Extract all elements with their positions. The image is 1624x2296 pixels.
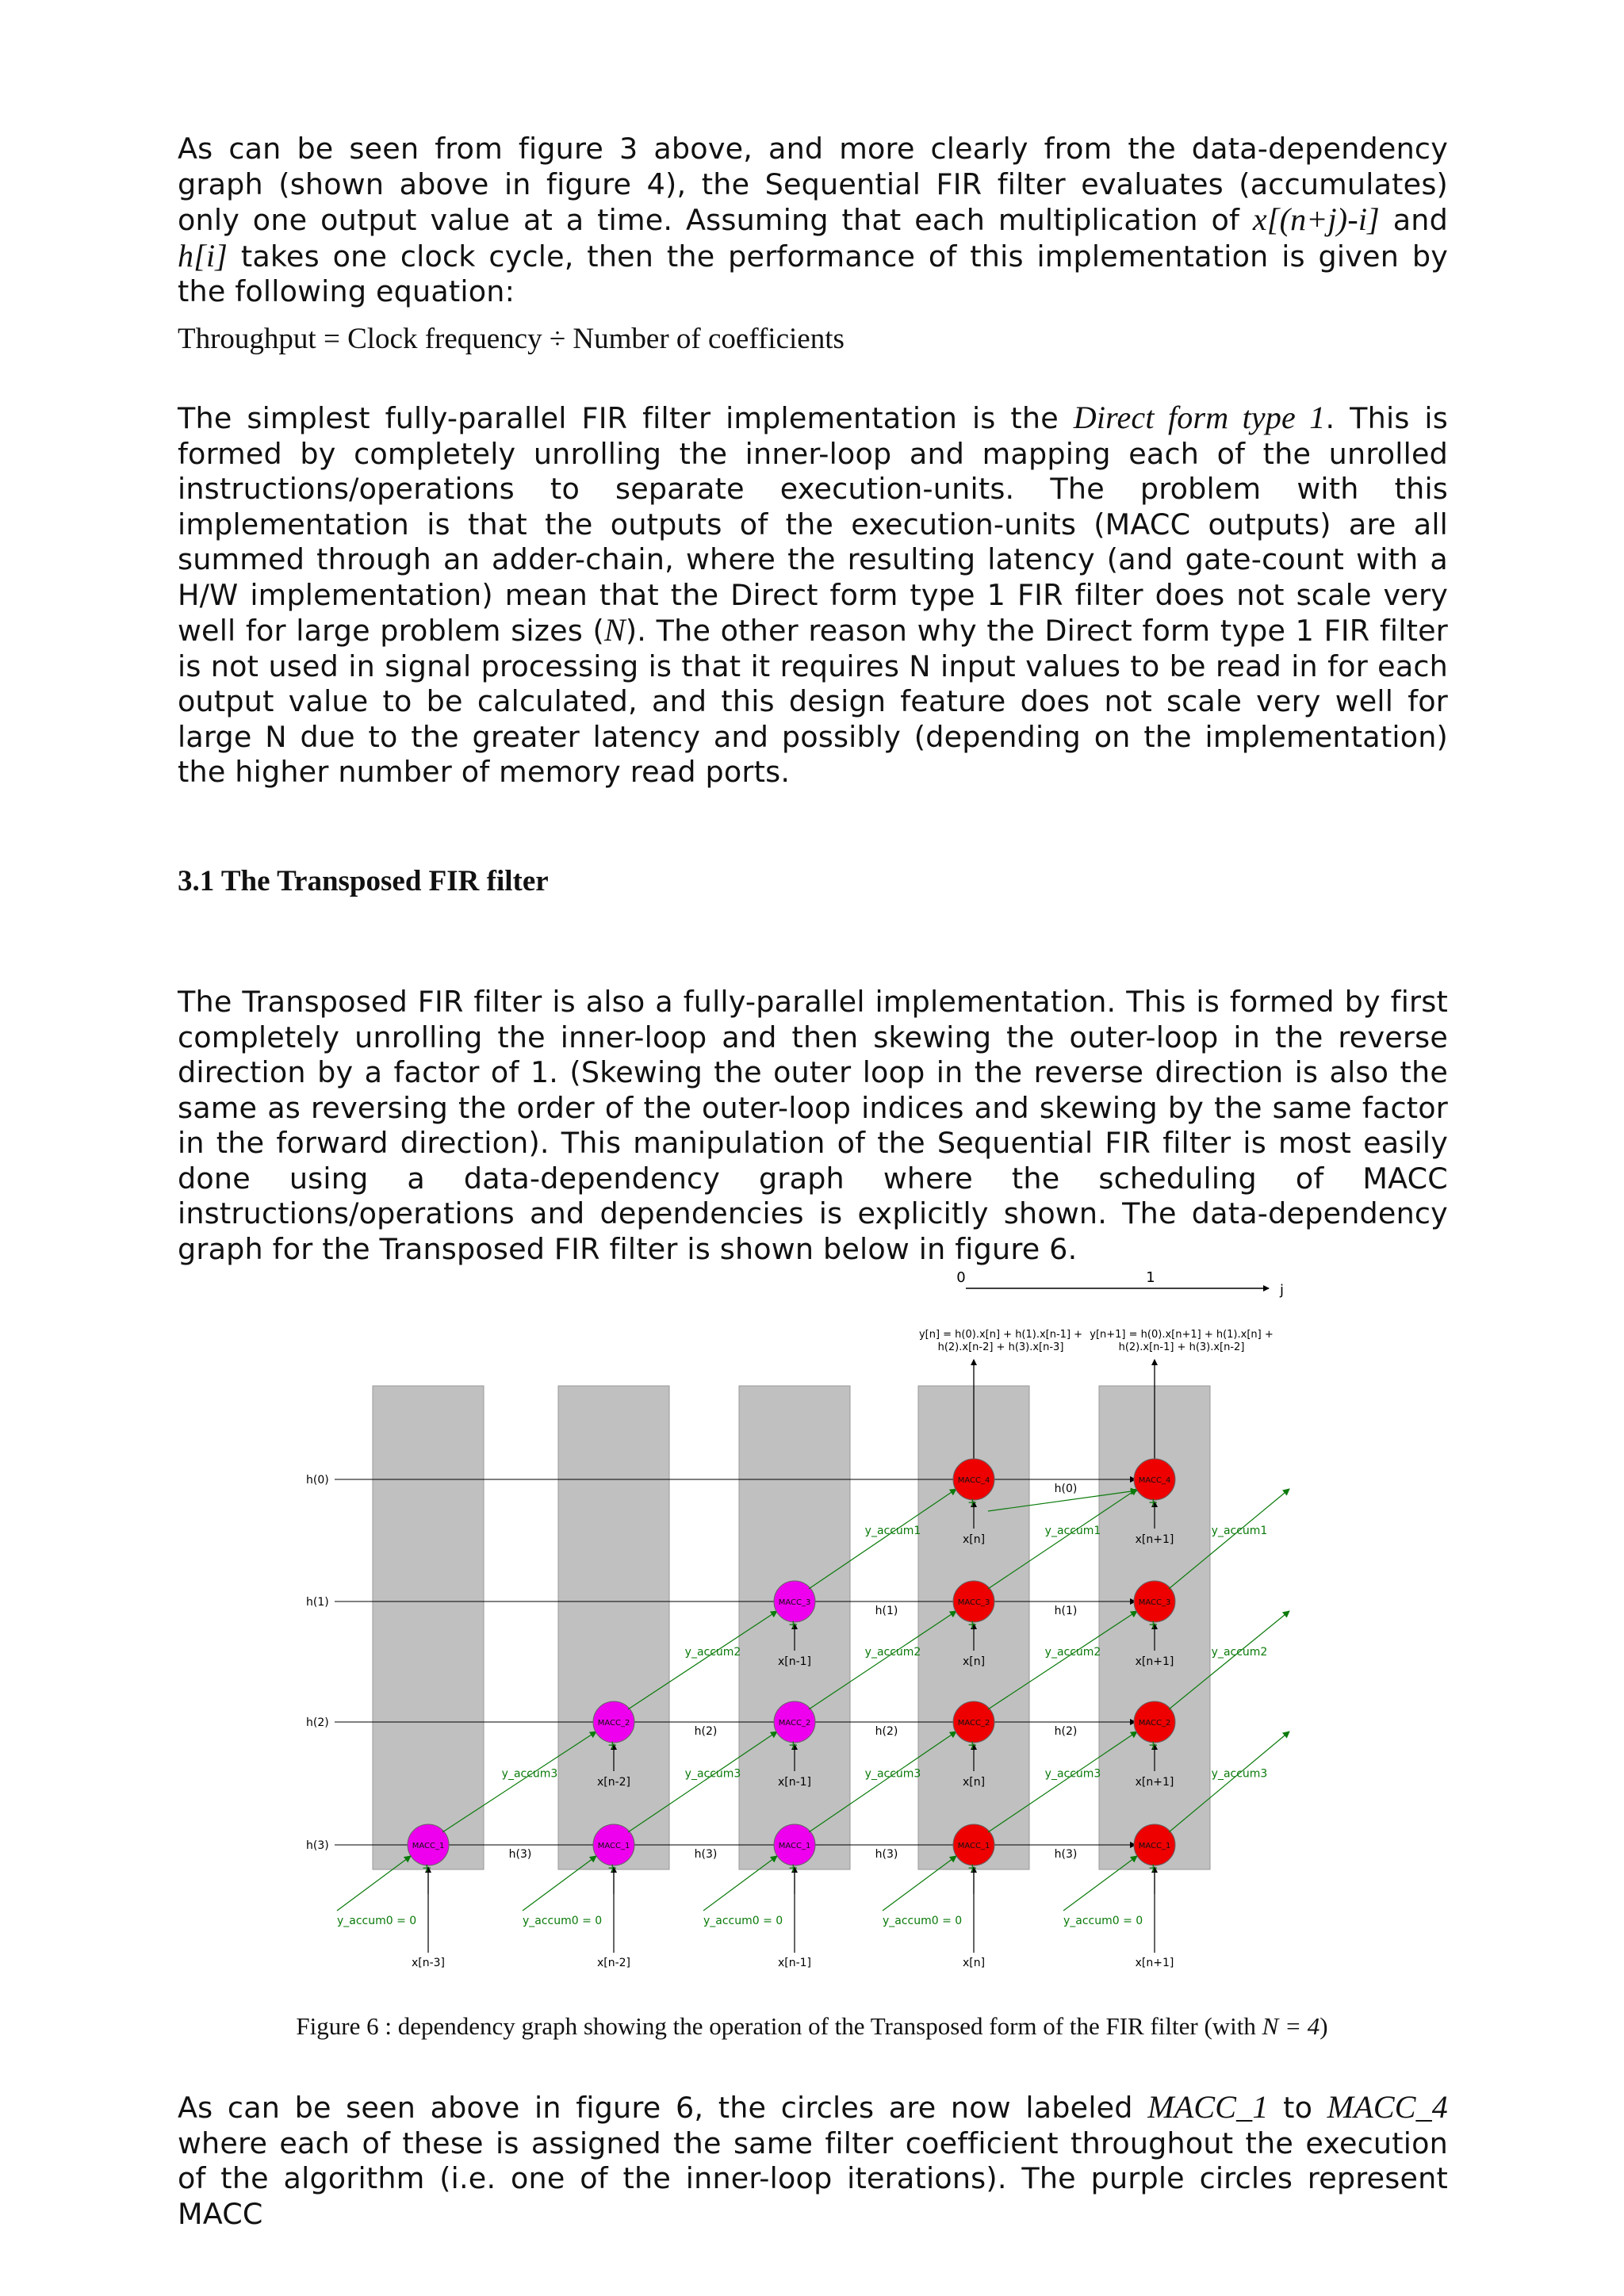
plus-sign: + <box>967 1617 978 1632</box>
macc-node-label: MACC_2 <box>778 1719 811 1728</box>
accum-label-c3-r2: y_accum2 <box>1044 1646 1101 1659</box>
row-label-h0: h(0) <box>306 1474 329 1487</box>
x-expression: x[(n+j)-i] <box>1252 201 1380 237</box>
caption-text-a: Figure 6 : dependency graph showing the operation of the Transposed form of the FIR filter (with <box>296 2012 1262 2040</box>
plus-sign: + <box>1148 1861 1159 1875</box>
plus-sign: + <box>967 1861 978 1875</box>
bottom-input-2: x[n-1] <box>777 1957 812 1969</box>
para4-text-c: where each of these is assigned the same filter coefficient throughout the execution of the algorithm (i.e. one of the inner-loop iterations). The purple circles represent MACC <box>178 2126 1448 2231</box>
accum0-label-1: y_accum0 = 0 <box>523 1915 603 1927</box>
accum-label-c4-r1: y_accum1 <box>1211 1525 1268 1537</box>
para2-text-a: The simplest fully-parallel FIR filter implementation is the <box>178 401 1074 435</box>
j-axis-tick-1: 1 <box>1146 1269 1155 1286</box>
accum-label-c1-r3: y_accum3 <box>684 1767 741 1781</box>
macc-node-label: MACC_1 <box>778 1842 811 1850</box>
row-label-h3: h(3) <box>306 1839 329 1852</box>
output-label-0-line2: h(2).x[n-2] + h(3).x[n-3] <box>937 1341 1064 1353</box>
caption-text-b: ) <box>1320 2012 1328 2040</box>
coeff-label-c3-r0: h(0) <box>1054 1483 1078 1495</box>
plus-sign: + <box>1148 1495 1159 1510</box>
coeff-label-c3-r3: h(3) <box>1054 1848 1078 1861</box>
accum-label-c0-r3: y_accum3 <box>501 1767 558 1781</box>
macc-node-label: MACC_3 <box>957 1598 990 1607</box>
macc-node-label: MACC_4 <box>957 1476 990 1485</box>
time-column-0 <box>373 1386 484 1869</box>
plus-sign: + <box>607 1738 618 1752</box>
output-label-1-line1: y[n+1] = h(0).x[n+1] + h(1).x[n] + <box>1090 1329 1274 1341</box>
plus-sign: + <box>1148 1738 1159 1752</box>
para1-text-b: and <box>1379 203 1448 237</box>
macc4-term: MACC_4 <box>1327 2089 1448 2125</box>
plus-sign: + <box>788 1617 799 1632</box>
coeff-label-c1-r2: h(2) <box>694 1725 718 1738</box>
throughput-equation: Throughput = Clock frequency ÷ Number of coefficients <box>178 323 845 355</box>
macc-node-label: MACC_1 <box>597 1842 630 1850</box>
input-label-c2-r2: x[n-1] <box>777 1776 812 1789</box>
macc-node-label: MACC_3 <box>1138 1598 1171 1607</box>
coeff-label-c0-r3: h(3) <box>508 1848 532 1861</box>
accum-label-c3-r3: y_accum3 <box>1044 1767 1101 1781</box>
coeff-label-c2-r2: h(2) <box>875 1725 898 1738</box>
h-expression: h[i] <box>178 237 228 274</box>
accum-label-c3-r1: y_accum1 <box>1044 1525 1101 1537</box>
input-label-c4-r0: x[n+1] <box>1135 1533 1174 1546</box>
para1-text-c: takes one clock cycle, then the performance of this implementation is given by the following equation: <box>178 239 1448 308</box>
macc-node-label: MACC_2 <box>957 1719 990 1728</box>
plus-sign: + <box>1148 1617 1159 1632</box>
paragraph-4 <box>178 2090 1448 2232</box>
accum-label-c2-r2: y_accum2 <box>864 1646 921 1659</box>
input-label-c4-r2: x[n+1] <box>1135 1776 1174 1789</box>
plus-sign: + <box>788 1861 799 1875</box>
input-label-c3-r2: x[n] <box>962 1776 986 1789</box>
macc-node-label: MACC_2 <box>1138 1719 1171 1728</box>
j-axis-name: j <box>1280 1282 1285 1299</box>
para1-text-a: As can be seen from figure 3 above, and more clearly from the data-dependency graph (shown above in figure 4), the Sequential FIR filter evaluates (accumulates) only one output value at a time. Assuming that each multiplication of <box>178 132 1448 237</box>
plus-sign: + <box>967 1738 978 1752</box>
accum0-label-0: y_accum0 = 0 <box>337 1915 417 1927</box>
accum0-label-3: y_accum0 = 0 <box>883 1915 963 1927</box>
row-label-h1: h(1) <box>306 1596 329 1609</box>
accum-label-c2-r1: y_accum1 <box>864 1525 921 1537</box>
bottom-input-0: x[n-3] <box>411 1957 446 1969</box>
bottom-input-1: x[n-2] <box>596 1957 631 1969</box>
accum-label-c2-r3: y_accum3 <box>864 1767 921 1781</box>
plus-sign: + <box>967 1495 978 1510</box>
output-label-0-line1: y[n] = h(0).x[n] + h(1).x[n-1] + <box>918 1329 1083 1341</box>
accum0-label-4: y_accum0 = 0 <box>1063 1915 1143 1927</box>
macc-node-label: MACC_1 <box>957 1842 990 1850</box>
coeff-label-c3-r1: h(1) <box>1054 1605 1078 1617</box>
macc-node-label: MACC_1 <box>1138 1842 1171 1850</box>
accum0-label-2: y_accum0 = 0 <box>703 1915 783 1927</box>
row-label-h2: h(2) <box>306 1716 329 1729</box>
macc-node-label: MACC_3 <box>778 1598 811 1607</box>
macc-node-label: MACC_4 <box>1138 1476 1171 1485</box>
para2-text-c: ). The other reason why the Direct form type 1 FIR filter is not used in signal processing is that it requires N input values to be read in for each output value to be calculated, and this design feature does not scale very well for large N due to the greater latency and possibly (depending on the implementation) the higher number of memory read ports. <box>178 614 1448 789</box>
macc-node-label: MACC_2 <box>597 1719 630 1728</box>
accum-label-c4-r3: y_accum3 <box>1211 1767 1268 1781</box>
input-label-c2-r1: x[n-1] <box>777 1655 812 1668</box>
bottom-input-3: x[n] <box>962 1957 986 1969</box>
bottom-input-4: x[n+1] <box>1135 1957 1174 1969</box>
coeff-label-c3-r2: h(2) <box>1054 1725 1078 1738</box>
output-label-1-line2: h(2).x[n-1] + h(3).x[n-2] <box>1118 1341 1245 1353</box>
macc1-term: MACC_1 <box>1147 2089 1269 2125</box>
input-label-c4-r1: x[n+1] <box>1135 1655 1174 1668</box>
transposed-fir-dependency-graph <box>293 1265 1316 1978</box>
macc-node-label: MACC_1 <box>412 1842 445 1850</box>
para4-text-a: As can be seen above in figure 6, the circles are now labeled <box>178 2091 1148 2125</box>
accum-label-c4-r2: y_accum2 <box>1211 1646 1268 1659</box>
para2-text-b: . This is formed by completely unrolling the inner-loop and mapping each of the unrolled instructions/operations to separate execution-units. The problem with this implementation is that the outputs of the execution-units (MACC outputs) are all summed through an adder-chain, where the resulting latency (and gate-count with a H/W implementation) mean that the Direct form type 1 FIR filter does not scale very well for large problem sizes ( <box>178 401 1448 648</box>
paragraph-2 <box>178 400 1448 790</box>
figure-caption <box>0 2012 1624 2041</box>
direct-form-term: Direct form type 1 <box>1073 400 1326 435</box>
paragraph-3: The Transposed FIR filter is also a fully-parallel implementation. This is formed by first completely unrolling the inner-loop and then skewing the outer-loop in the reverse direction by a factor of 1. (Skewing the outer loop in the reverse direction is also the same as reversing the order of the outer-loop indices and skewing by the same factor in the forward direction). This manipulation of the Sequential FIR filter is most easily done using a data-dependency graph where the scheduling of MACC instructions/operations and dependencies is explicitly shown. The data-dependency graph for the Transposed FIR filter is shown below in figure 6. <box>178 985 1448 1266</box>
coeff-label-c1-r3: h(3) <box>694 1848 718 1861</box>
input-label-c3-r1: x[n] <box>962 1655 986 1668</box>
plus-sign: + <box>607 1861 618 1875</box>
caption-n-equals: N = 4 <box>1262 2012 1320 2040</box>
para4-text-b: to <box>1268 2091 1327 2125</box>
section-heading: 3.1 The Transposed FIR filter <box>178 865 549 897</box>
coeff-label-c2-r1: h(1) <box>875 1605 898 1617</box>
j-axis-tick-0: 0 <box>956 1269 966 1286</box>
input-label-c1-r2: x[n-2] <box>596 1776 631 1789</box>
input-label-c3-r0: x[n] <box>962 1533 986 1546</box>
paragraph-1 <box>178 132 1448 310</box>
time-column-1 <box>558 1386 669 1869</box>
coeff-label-c2-r3: h(3) <box>875 1848 898 1861</box>
n-variable: N <box>603 612 626 648</box>
plus-sign: + <box>422 1861 432 1875</box>
plus-sign: + <box>788 1738 799 1752</box>
accum-label-c1-r2: y_accum2 <box>684 1646 741 1659</box>
